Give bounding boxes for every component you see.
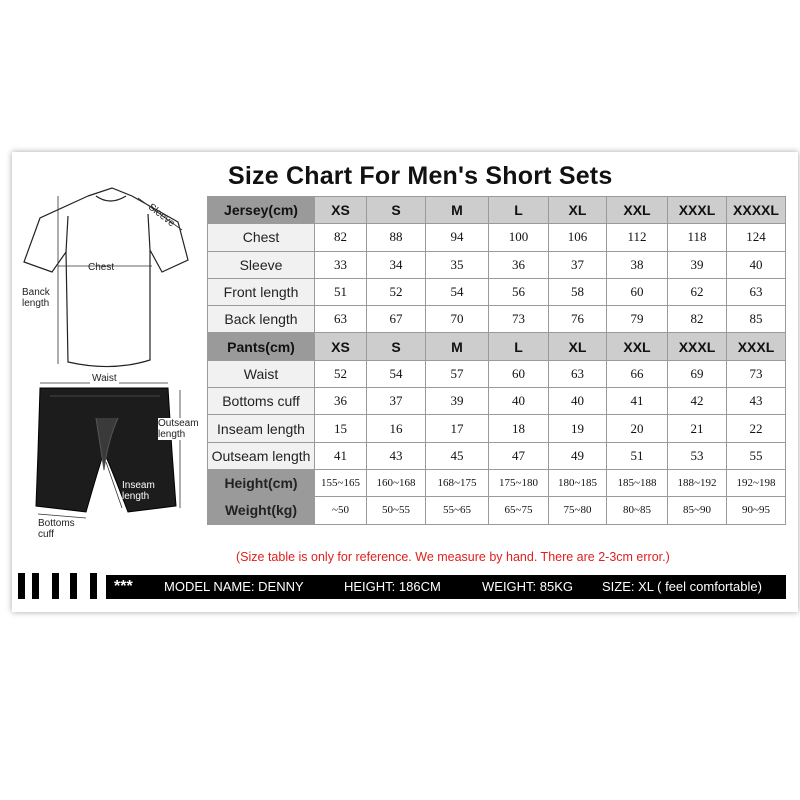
- table-cell: 90~95: [727, 497, 786, 524]
- table-cell: 65~75: [489, 497, 549, 524]
- size-header: XXXL: [668, 197, 727, 224]
- size-header: XXXL: [727, 333, 786, 360]
- table-cell: 19: [549, 415, 607, 442]
- table-row: [208, 442, 786, 469]
- size-header: XS: [315, 197, 367, 224]
- table-cell: 49: [549, 442, 607, 469]
- jersey-header-label: Jersey(cm): [208, 197, 315, 224]
- table-cell: 192~198: [727, 469, 786, 496]
- table-cell: 35: [426, 251, 489, 278]
- table-cell: 63: [549, 360, 607, 387]
- stripe: [32, 573, 39, 599]
- table-cell: 63: [315, 306, 367, 333]
- table-cell: 41: [315, 442, 367, 469]
- size-header: XXL: [607, 333, 668, 360]
- table-cell: 63: [727, 278, 786, 305]
- table-cell: ~50: [315, 497, 367, 524]
- table-cell: 51: [607, 442, 668, 469]
- table-row: [208, 224, 786, 251]
- model-size: SIZE: XL ( feel comfortable): [602, 579, 762, 594]
- table-row: [208, 278, 786, 305]
- inseam-label: Inseam length: [122, 480, 155, 502]
- table-cell: 73: [489, 306, 549, 333]
- table-cell: 175~180: [489, 469, 549, 496]
- size-header: M: [426, 197, 489, 224]
- table-cell: 55: [727, 442, 786, 469]
- table-cell: 43: [727, 388, 786, 415]
- back-length-label: Banck length: [22, 287, 50, 309]
- table-cell: 76: [549, 306, 607, 333]
- table-cell: 53: [668, 442, 727, 469]
- table-cell: 62: [668, 278, 727, 305]
- table-cell: 41: [607, 388, 668, 415]
- size-header: XXL: [607, 197, 668, 224]
- row-label: Inseam length: [208, 415, 315, 442]
- table-cell: 22: [727, 415, 786, 442]
- weight-label: Weight(kg): [208, 497, 315, 524]
- table-cell: 185~188: [607, 469, 668, 496]
- size-table: [207, 196, 786, 525]
- table-cell: 54: [367, 360, 426, 387]
- table-cell: 100: [489, 224, 549, 251]
- height-row: [208, 469, 786, 496]
- table-cell: 33: [315, 251, 367, 278]
- table-row: [208, 360, 786, 387]
- bottoms-cuff-label: Bottoms cuff: [38, 518, 75, 540]
- jersey-header-row: [208, 197, 786, 224]
- waist-label: Waist: [92, 373, 117, 384]
- table-cell: 47: [489, 442, 549, 469]
- table-cell: 80~85: [607, 497, 668, 524]
- table-cell: 112: [607, 224, 668, 251]
- reference-note: (Size table is only for reference. We measure by hand. There are 2-3cm error.): [236, 550, 670, 564]
- table-cell: 79: [607, 306, 668, 333]
- row-label: Back length: [208, 306, 315, 333]
- table-cell: 124: [727, 224, 786, 251]
- table-cell: 36: [315, 388, 367, 415]
- table-cell: 82: [668, 306, 727, 333]
- row-label: Sleeve: [208, 251, 315, 278]
- table-cell: 20: [607, 415, 668, 442]
- table-cell: 70: [426, 306, 489, 333]
- size-header: XXXXL: [727, 197, 786, 224]
- table-cell: 82: [315, 224, 367, 251]
- table-cell: 54: [426, 278, 489, 305]
- table-cell: 60: [489, 360, 549, 387]
- stripe: [18, 573, 25, 599]
- table-cell: 94: [426, 224, 489, 251]
- stars: ***: [114, 578, 133, 595]
- model-name: MODEL NAME: DENNY: [164, 579, 304, 594]
- size-header: XL: [549, 333, 607, 360]
- table-cell: 188~192: [668, 469, 727, 496]
- table-cell: 51: [315, 278, 367, 305]
- table-cell: 40: [549, 388, 607, 415]
- weight-row: [208, 497, 786, 524]
- table-cell: 40: [489, 388, 549, 415]
- table-row: [208, 415, 786, 442]
- table-cell: 34: [367, 251, 426, 278]
- stripe: [70, 573, 77, 599]
- model-height: HEIGHT: 186CM: [344, 579, 441, 594]
- table-cell: 39: [426, 388, 489, 415]
- table-cell: 69: [668, 360, 727, 387]
- table-row: [208, 251, 786, 278]
- model-weight: WEIGHT: 85KG: [482, 579, 574, 594]
- table-cell: 67: [367, 306, 426, 333]
- row-label: Front length: [208, 278, 315, 305]
- pants-header-row: [208, 333, 786, 360]
- stripe: [90, 573, 97, 599]
- row-label: Waist: [208, 360, 315, 387]
- size-header: XL: [549, 197, 607, 224]
- chart-title: Size Chart For Men's Short Sets: [228, 162, 613, 190]
- size-header: L: [489, 333, 549, 360]
- table-cell: 160~168: [367, 469, 426, 496]
- outseam-label: Outseam length: [158, 418, 199, 440]
- sleeve-label: Sleeve: [145, 201, 177, 230]
- table-cell: 106: [549, 224, 607, 251]
- table-cell: 155~165: [315, 469, 367, 496]
- table-cell: 38: [607, 251, 668, 278]
- size-header: XXXL: [668, 333, 727, 360]
- table-cell: 16: [367, 415, 426, 442]
- row-label: Chest: [208, 224, 315, 251]
- row-label: Outseam length: [208, 442, 315, 469]
- pants-header-label: Pants(cm): [208, 333, 315, 360]
- table-cell: 58: [549, 278, 607, 305]
- table-cell: 43: [367, 442, 426, 469]
- table-cell: 39: [668, 251, 727, 278]
- size-header: S: [367, 197, 426, 224]
- table-cell: 88: [367, 224, 426, 251]
- row-label: Bottoms cuff: [208, 388, 315, 415]
- table-cell: 75~80: [549, 497, 607, 524]
- table-cell: 52: [367, 278, 426, 305]
- table-cell: 40: [727, 251, 786, 278]
- table-cell: 18: [489, 415, 549, 442]
- stripe: [52, 573, 59, 599]
- table-cell: 168~175: [426, 469, 489, 496]
- table-cell: 42: [668, 388, 727, 415]
- table-cell: 60: [607, 278, 668, 305]
- table-cell: 118: [668, 224, 727, 251]
- shorts-illustration: [36, 388, 176, 512]
- table-cell: 66: [607, 360, 668, 387]
- table-cell: 56: [489, 278, 549, 305]
- model-info-bar: [106, 575, 786, 599]
- size-header: M: [426, 333, 489, 360]
- table-cell: 37: [367, 388, 426, 415]
- table-cell: 180~185: [549, 469, 607, 496]
- table-cell: 45: [426, 442, 489, 469]
- table-cell: 15: [315, 415, 367, 442]
- size-header: S: [367, 333, 426, 360]
- table-cell: 57: [426, 360, 489, 387]
- size-header: XS: [315, 333, 367, 360]
- chest-label: Chest: [88, 262, 115, 273]
- height-label: Height(cm): [208, 469, 315, 496]
- table-cell: 50~55: [367, 497, 426, 524]
- table-row: [208, 388, 786, 415]
- table-row: [208, 306, 786, 333]
- table-cell: 85: [727, 306, 786, 333]
- table-cell: 17: [426, 415, 489, 442]
- table-cell: 55~65: [426, 497, 489, 524]
- table-cell: 52: [315, 360, 367, 387]
- table-cell: 85~90: [668, 497, 727, 524]
- table-cell: 36: [489, 251, 549, 278]
- table-cell: 37: [549, 251, 607, 278]
- table-cell: 21: [668, 415, 727, 442]
- size-header: L: [489, 197, 549, 224]
- table-cell: 73: [727, 360, 786, 387]
